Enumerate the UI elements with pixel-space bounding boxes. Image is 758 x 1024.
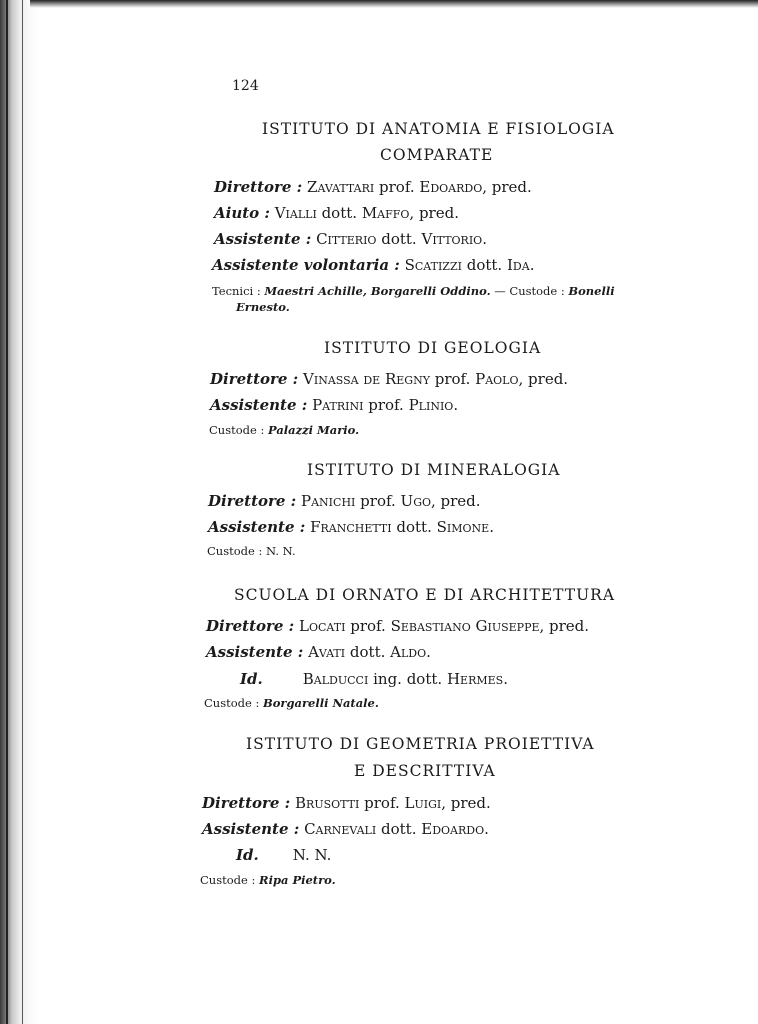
section-heading: ISTITUTO DI MINERALOGIA [307, 461, 561, 479]
id-label: Id. [236, 846, 259, 864]
first-name: Maffo [361, 204, 410, 222]
custode-label: Custode : [209, 423, 265, 437]
entry-line [208, 492, 481, 510]
suffix: . [503, 670, 508, 688]
title: dott. [381, 820, 417, 838]
title: prof. [360, 492, 396, 510]
custode-line [204, 696, 379, 710]
custode-value: N. N. [266, 544, 296, 558]
first-name: Sebastiano Giuseppe [390, 617, 540, 635]
title: dott. [381, 230, 417, 248]
entry-line [240, 670, 508, 688]
entry-line [206, 643, 431, 661]
custode-label: Custode : [200, 873, 256, 887]
staff-line-continuation [236, 300, 290, 314]
staff-label: Tecnici : [212, 284, 261, 298]
suffix: , pred. [539, 617, 590, 635]
role-label: Direttore : [206, 617, 295, 635]
title: dott. [466, 256, 503, 274]
section-heading: COMPARATE [380, 146, 494, 164]
custode-line [207, 544, 296, 558]
surname: Locati [299, 617, 346, 635]
first-name: Aldo [390, 643, 427, 661]
first-name: Simone [436, 518, 490, 536]
first-name: Plinio [408, 396, 454, 414]
entry-line [202, 794, 491, 812]
entry-line [212, 256, 534, 274]
section-heading: ISTITUTO DI ANATOMIA E FISIOLOGIA [262, 120, 615, 138]
title: ing. dott. [373, 670, 443, 688]
first-name: Hermes [446, 670, 504, 688]
surname: Avati [308, 643, 346, 661]
entry-line [206, 617, 589, 635]
surname: Citterio [316, 230, 377, 248]
surname: Patrini [312, 396, 364, 414]
first-name: Edoardo [419, 178, 483, 196]
custode-line [209, 423, 359, 437]
suffix: . [482, 230, 487, 248]
id-label: Id. [240, 670, 263, 688]
page-top-edge [30, 0, 758, 8]
surname: Vinassa de Regny [303, 370, 430, 388]
suffix: , pred. [409, 204, 459, 222]
suffix: . [426, 643, 431, 661]
first-name: Ugo [400, 492, 431, 510]
entry-line [202, 820, 489, 838]
role-label: Direttore : [208, 492, 297, 510]
surname: Franchetti [310, 518, 392, 536]
custode-label: Custode : [207, 544, 263, 558]
custode-value: Borgarelli Natale. [263, 696, 379, 710]
first-name: Vittorio [421, 230, 483, 248]
suffix: . [529, 256, 535, 274]
role-label: Assistente : [208, 518, 306, 536]
first-name: Luigi [404, 794, 442, 812]
suffix: , pred. [431, 492, 481, 510]
surname: Carnevali [304, 820, 377, 838]
custode-line [200, 873, 336, 887]
first-name: Ida [506, 256, 530, 274]
gutter-line [6, 0, 8, 1024]
title: prof. [379, 178, 415, 196]
entry-line [214, 204, 459, 222]
suffix: . [484, 820, 489, 838]
suffix: , pred. [482, 178, 532, 196]
title: dott. [321, 204, 358, 222]
role-label: Assistente : [214, 230, 312, 248]
role-label: Direttore : [214, 178, 303, 196]
section-heading: ISTITUTO DI GEOLOGIA [324, 339, 542, 357]
page-number: 124 [232, 78, 259, 94]
role-label: Assistente : [202, 820, 300, 838]
custode-value: Palazzi Mario. [268, 423, 360, 437]
custode-value: Bonelli [568, 284, 615, 298]
entry-line [236, 846, 331, 864]
title: prof. [368, 396, 404, 414]
title: prof. [350, 617, 386, 635]
section-heading: ISTITUTO DI GEOMETRIA PROIETTIVA [246, 735, 595, 753]
surname: Vialli [274, 204, 317, 222]
first-name: Edoardo [421, 820, 485, 838]
entry-line [214, 178, 532, 196]
entry-line [208, 518, 494, 536]
custode-value: Ripa Pietro. [259, 873, 336, 887]
title: prof. [434, 370, 471, 388]
role-label: Aiuto : [214, 204, 270, 222]
section-heading: E DESCRITTIVA [354, 762, 496, 780]
role-label: Assistente : [210, 396, 308, 414]
custode-label: Custode : [509, 284, 565, 298]
suffix: , pred. [518, 370, 569, 388]
custode-label: Custode : [204, 696, 260, 710]
suffix: , pred. [441, 794, 491, 812]
entry-line [214, 230, 487, 248]
role-label: Direttore : [202, 794, 291, 812]
separator: — [494, 284, 506, 298]
staff-value: Maestri Achille, Borgarelli Oddino. [264, 284, 491, 298]
suffix: . [489, 518, 494, 536]
entry-line [210, 396, 458, 414]
role-label: Direttore : [210, 370, 299, 388]
surname: Brusotti [295, 794, 360, 812]
role-label: Assistente volontaria : [212, 256, 400, 274]
staff-line [212, 284, 615, 298]
entry-text: N. N. [292, 846, 332, 864]
surname: Zavattari [307, 178, 375, 196]
title: dott. [396, 518, 432, 536]
surname: Scatizzi [404, 256, 462, 274]
entry-line [210, 370, 568, 388]
gutter-line [22, 0, 23, 1024]
custode-value: Ernesto. [236, 300, 290, 314]
title: prof. [364, 794, 400, 812]
surname: Panichi [301, 492, 356, 510]
role-label: Assistente : [206, 643, 304, 661]
section-heading: SCUOLA DI ORNATO E DI ARCHITETTURA [234, 586, 616, 604]
surname: Balducci [302, 670, 369, 688]
suffix: . [453, 396, 459, 414]
title: dott. [349, 643, 386, 661]
first-name: Paolo [475, 370, 519, 388]
